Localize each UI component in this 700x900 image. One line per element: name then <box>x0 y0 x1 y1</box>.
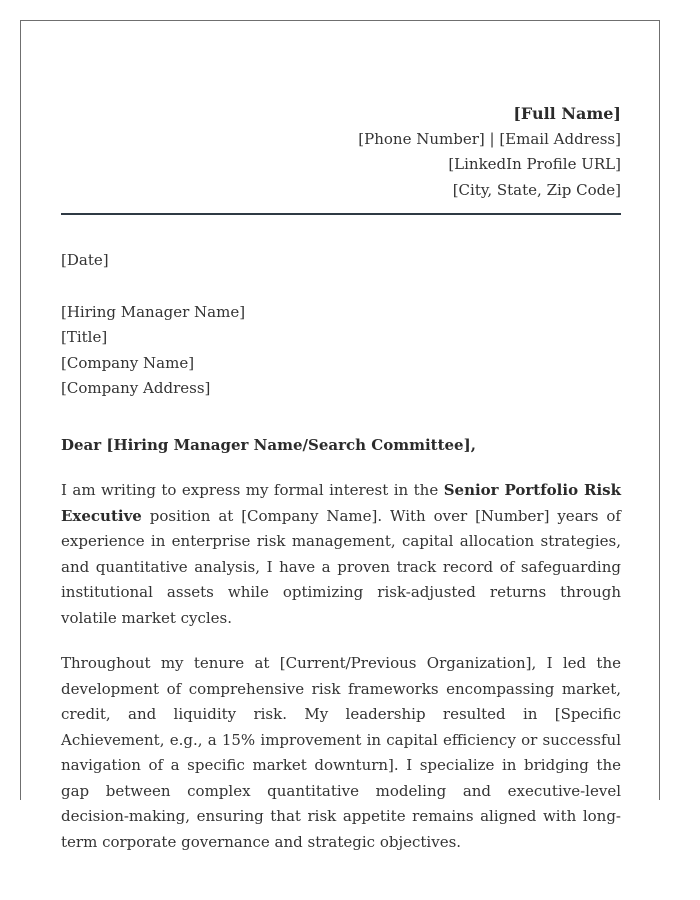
recipient-name: [Hiring Manager Name] <box>61 302 246 321</box>
letter-date: [Date] <box>61 251 109 269</box>
salutation: Dear [Hiring Manager Name/Search Committee], <box>61 435 476 454</box>
paragraph-2: Throughout my tenure at [Current/Previous Organization], I led the development of comprehensive risk frameworks encompassing market, credit, and liquidity risk. My leadership resulted in [Specific Achievement, e.g., a 15% improvement in capital efficiency or successful navigation of a specific market downturn]. I specialize in bridging the gap between complex quantitative modeling and executive-level decision-making, ensuring that risk appetite remains aligned with long-term corporate governance and strategic objectives. <box>61 654 621 851</box>
recipient-address: [Company Address] <box>61 379 211 397</box>
sender-linkedin: [LinkedIn Profile URL] <box>448 155 621 173</box>
paragraph-1 <box>61 478 621 631</box>
recipient-company: [Company Name] <box>61 353 195 372</box>
paragraph-1-intro: I am writing to express my formal interest in the <box>61 481 444 499</box>
letter-page <box>20 20 660 851</box>
sender-contact: [Phone Number] | [Email Address] <box>358 129 621 148</box>
sender-header <box>61 101 621 203</box>
sender-name: [Full Name] <box>513 104 621 123</box>
letter-content <box>61 101 621 855</box>
paragraph-1-rest: position at [Company Name]. With over [Number] years of experience in enterprise risk management, capital allocation strategies, and quantitative analysis, I have a proven track record of safeguarding institutional assets while optimizing risk-adjusted returns through volatile market cycles. <box>61 506 621 627</box>
recipient-title: [Title] <box>61 328 108 346</box>
sender-location: [City, State, Zip Code] <box>452 180 621 199</box>
header-divider <box>61 213 621 215</box>
recipient-block <box>61 300 621 402</box>
paragraph-1-role: Senior Portfolio Risk Executive <box>61 481 621 525</box>
